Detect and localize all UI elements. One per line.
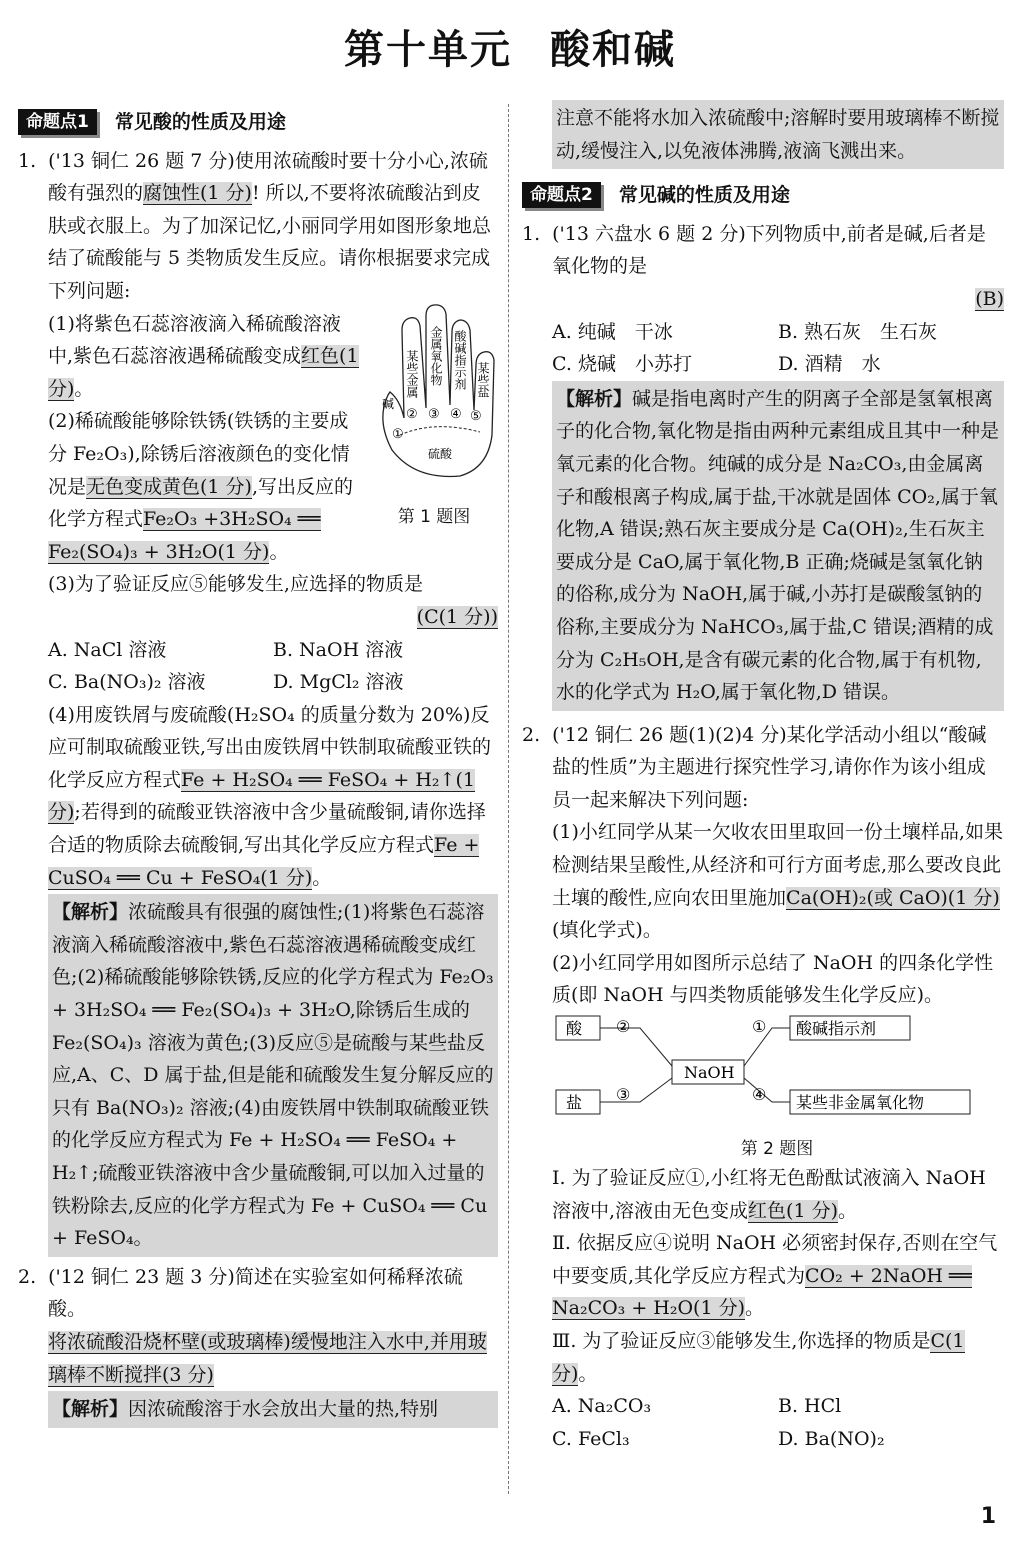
question-2-intro: 2. ('12 铜仁 23 题 3 分)简述在实验室如何稀释浓硫酸。 [18, 1265, 463, 1321]
option: C. FeCl₃ [552, 1427, 630, 1450]
svg-text:②: ② [406, 406, 418, 422]
section-title: 常见酸的性质及用途 [114, 111, 286, 133]
question-1-part-3: (3)为了验证反应⑤能够发生,应选择的物质是 [48, 573, 423, 596]
base-question-2-item-2: Ⅱ. 依据反应④说明 NaOH 必须密封保存,否则在空气中要变质,其化学反应方程式为CO₂ + 2NaOH ══ Na₂CO₃ + H₂O(1 分)。 [552, 1232, 998, 1320]
question-1-part-4: (4)用废铁屑与废硫酸(H₂SO₄ 的质量分数为 20%)反应可制取硫酸亚铁,写出由废铁屑中铁制取硫酸亚铁的化学反应方程式Fe + H₂SO₄ ══ FeSO₄ + H₂↑(1 分);若得到的硫酸亚铁溶液中含少量硫酸铜,请你选择合适的物质除去硫酸铜,写出其化学反应方程式Fe + CuSO₄ ══ Cu + FeSO₄(1 分)。 [48, 703, 492, 889]
answer-blank: Fe + CuSO₄ ══ Cu + FeSO₄(1 分) [48, 834, 480, 889]
option: A. NaCl 溶液 [48, 638, 167, 661]
base-question-2-item-1: Ⅰ. 为了验证反应①,小红将无色酚酞试液滴入 NaOH 溶液中,溶液由无色变成红色(1 分)。 [552, 1167, 986, 1222]
svg-text:②: ② [616, 1017, 631, 1037]
question-2-answer: 将浓硫酸沿烧杯壁(或玻璃棒)缓慢地注入水中,并用玻璃棒不断搅拌(3 分) [48, 1330, 487, 1386]
svg-text:④: ④ [752, 1085, 767, 1105]
svg-text:③: ③ [428, 406, 440, 422]
left-column [18, 104, 498, 1428]
option: D. Ba(NO)₂ [778, 1427, 885, 1450]
answer-blank: Ca(OH)₂(或 CaO)(1 分) [786, 886, 1000, 909]
base-question-2-intro: 2. ('12 铜仁 26 题(1)(2)4 分)某化学活动小组以“酸碱盐的性质”为主题进行探究性学习,请你作为该小组成员一起来解决下列问题: [522, 723, 987, 811]
option: D. 酒精 水 [778, 353, 881, 376]
option: B. HCl [778, 1395, 842, 1418]
analysis-block: 【解析】碱是指电离时产生的阴离子全部是氢氧根离子的化合物,氧化物是指由两种元素组成且其中一种是氧元素的化合物。纯碱的成分是 Na₂CO₃,由金属离子和酸根离子构成,属于盐,干冰就是固体 CO₂,属于氧化物,A 错误;熟石灰主要成分是 Ca(OH)₂,生石灰主要成分是 CaO,属于氧化物,B 正确;烧碱是氢氧化钠的俗称,成分为 NaOH,属于碱,小苏打是碳酸氢钠的俗称,主要成分为 NaHCO₃,属于盐,C 错误;酒精的成分为 C₂H₅OH,是含有碳元素的化合物,属于有机物,水的化学式为 H₂O,属于氧化物,D 错误。 [552, 381, 1004, 711]
svg-text:①: ① [752, 1017, 767, 1037]
svg-text:⑤: ⑤ [470, 408, 482, 424]
finger-label: 某些盐 [476, 361, 490, 398]
option: C. 烧碱 小苏打 [552, 353, 692, 376]
options [18, 634, 498, 699]
hand-diagram [370, 300, 498, 490]
figure-caption: 第 1 题图 [397, 507, 471, 528]
node-salt: 盐 [566, 1093, 583, 1113]
hand-figure [370, 300, 498, 530]
question-1-part-2: (2)稀硫酸能够除铁锈(铁锈的主要成分 Fe₂O₃),除锈后溶液颜色的变化情况是无色变成黄色(1 分),写出反应的化学方程式Fe₂O₃ +3H₂SO₄ ══ Fe₂(SO₄)₃ + 3H₂O(1 分)。 [48, 410, 354, 563]
svg-text:③: ③ [616, 1085, 631, 1105]
page-number: 1 [980, 1504, 996, 1529]
figure-caption: 第 2 题图 [740, 1138, 814, 1159]
right-column [522, 100, 1004, 1455]
answer-choice: (C(1 分)) [416, 605, 498, 628]
option: B. 熟石灰 生石灰 [778, 320, 938, 343]
options [522, 1390, 1004, 1455]
thumb-label: 碱 [382, 396, 395, 411]
question-1-part-1: (1)将紫色石蕊溶液滴入稀硫酸溶液中,紫色石蕊溶液遇稀硫酸变成红色(1 分)。 [48, 312, 359, 400]
question-1-intro: 1. ('13 铜仁 26 题 7 分)使用浓硫酸时要十分小心,浓硫酸有强烈的腐蚀性(1 分)! 所以,不要将浓硫酸沾到皮肤或衣服上。为了加深记忆,小丽同学用如图形象地总结了硫酸能与 5 类物质发生反应。请你根据要求完成下列问题: [18, 149, 492, 302]
finger-label: 金属氧化物 [429, 325, 443, 386]
option: D. MgCl₂ 溶液 [273, 671, 404, 694]
answer-blank: Fe₂O₃ +3H₂SO₄ ══ Fe₂(SO₄)₃ + 3H₂O(1 分) [48, 508, 321, 563]
finger-label: 酸碱指示剂 [453, 329, 467, 390]
option: A. Na₂CO₃ [552, 1395, 652, 1418]
node-oxide: 某些非金属氧化物 [796, 1093, 925, 1113]
section-badge: 命题点2 [522, 182, 601, 208]
section-badge: 命题点1 [18, 109, 97, 135]
svg-text:①: ① [392, 426, 404, 442]
base-question-2-part-2: (2)小红同学用如图所示总结了 NaOH 的四条化学性质(即 NaOH 与四类物质能够发生化学反应)。 [552, 951, 994, 1007]
finger-label: 某些金属 [405, 349, 419, 398]
analysis-block: 【解析】因浓硫酸溶于水会放出大量的热,特别 [48, 1391, 498, 1428]
node-indicator: 酸碱指示剂 [796, 1019, 877, 1039]
svg-text:④: ④ [450, 406, 462, 422]
naoh-diagram [552, 1012, 1004, 1162]
base-question-2-item-3: Ⅲ. 为了验证反应③能够发生,你选择的物质是C(1 分)。 [552, 1330, 965, 1385]
analysis-block: 【解析】浓硫酸具有很强的腐蚀性;(1)将紫色石蕊溶液滴入稀硫酸溶液中,紫色石蕊溶液遇稀硫酸变成红色;(2)稀硫酸能够除铁锈,反应的化学方程式为 Fe₂O₃ + 3H₂SO₄ ══ Fe₂(SO₄)₃ + 3H₂O,除锈后生成的 Fe₂(SO₄)₃ 溶液为黄色;(3)反应⑤是硫酸与某些盐反应,A、C、D 属于盐,但是能和硫酸发生复分解反应的只有 Ba(NO₃)₂ 溶液;(4)由废铁屑中铁制取硫酸亚铁的化学反应方程式为 Fe + H₂SO₄ ══ FeSO₄ + H₂↑;硫酸亚铁溶液中含少量硫酸铜,可以加入过量的铁粉除去,反应的化学方程式为 Fe + CuSO₄ ══ Cu + FeSO₄。 [48, 894, 498, 1257]
column-divider [508, 104, 509, 1494]
node-acid: 酸 [566, 1019, 583, 1039]
section-header [18, 106, 498, 139]
answer-blank: 无色变成黄色(1 分) [86, 475, 252, 498]
page-title: 第十单元 酸和碱 [344, 27, 676, 73]
section-header [522, 179, 1004, 212]
base-question-1-intro: 1. ('13 六盘水 6 题 2 分)下列物质中,前者是碱,后者是氧化物的是 [522, 222, 986, 278]
section-title: 常见碱的性质及用途 [618, 184, 790, 207]
analysis-block-continued: 注意不能将水加入浓硫酸中;溶解时要用玻璃棒不断搅动,缓慢注入,以免液体沸腾,液滴飞溅出来。 [552, 100, 1004, 169]
option: A. 纯碱 干冰 [552, 320, 673, 343]
palm-label: 硫酸 [428, 446, 453, 461]
center-label: NaOH [684, 1063, 735, 1083]
options [522, 316, 1004, 381]
base-question-2-part-1: (1)小红同学从某一欠收农田里取回一份土壤样品,如果检测结果呈酸性,从经济和可行方面考虑,那么要改良此土壤的酸性,应向农田里施加Ca(OH)₂(或 CaO)(1 分)(填化学式)。 [552, 821, 1003, 942]
answer-blank: 腐蚀性(1 分) [143, 182, 252, 205]
answer-blank: 红色(1 分) [48, 345, 359, 400]
option: C. Ba(NO₃)₂ 溶液 [48, 671, 206, 694]
option: B. NaOH 溶液 [273, 638, 404, 661]
answer-choice: (B) [975, 287, 1004, 310]
answer-blank: Fe + H₂SO₄ ══ FeSO₄ + H₂↑(1 分) [48, 768, 475, 824]
